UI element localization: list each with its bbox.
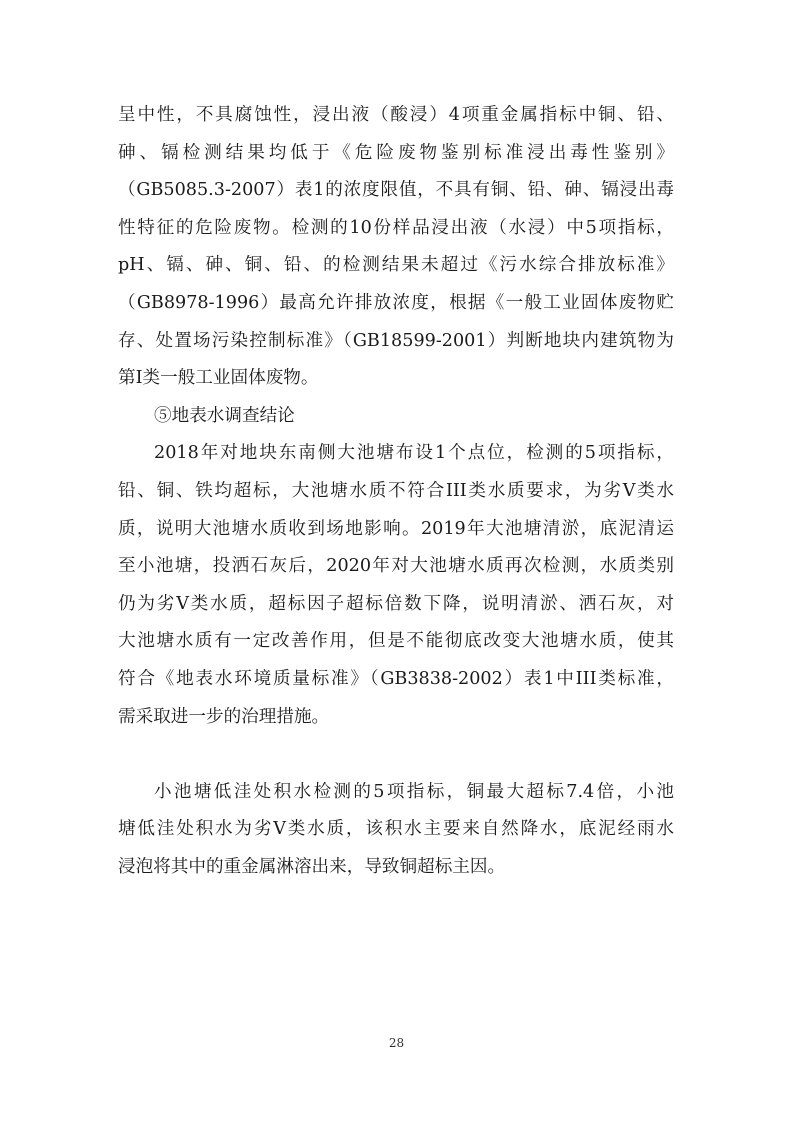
text-line-17: 需采取进一步的治理措施。 [118, 706, 330, 727]
text-line-12: 质，说明大池塘水质收到场地影响。2019年大池塘清淤，底泥清运 [118, 518, 674, 539]
page-number: 28 [388, 1036, 405, 1050]
text-line-13: 至小池塘，投洒石灰后，2020年对大池塘水质再次检测，水质类别 [118, 556, 674, 577]
text-line-15: 大池塘水质有一定改善作用，但是不能彻底改变大池塘水质，使其 [118, 631, 674, 652]
text-line-3: （GB5085.3-2007）表1的浓度限值，不具有铜、铅、砷、镉浸出毒 [118, 180, 674, 201]
section-heading: ⑤地表水调查结论 [154, 405, 295, 426]
text-line-14: 仍为劣V类水质，超标因子超标倍数下降，说明清淤、洒石灰，对 [118, 593, 674, 614]
text-line-2: 砷、镉检测结果均低于《危险废物鉴别标准浸出毒性鉴别》 [118, 142, 674, 163]
text-line-8: 第I类一般工业固体废物。 [118, 368, 319, 389]
body-text [118, 97, 674, 886]
text-line-19: 小池塘低洼处积水检测的5项指标，铜最大超标7.4倍，小池 [154, 781, 674, 802]
text-line-20: 塘低洼处积水为劣V类水质，该积水主要来自然降水，底泥经雨水 [118, 819, 674, 840]
text-line-5: pH、镉、砷、铜、铅、的检测结果未超过《污水综合排放标准》 [118, 255, 674, 276]
text-line-16: 符合《地表水环境质量标准》（GB3838-2002）表1中III类标准， [118, 668, 674, 689]
text-line-10: 2018年对地块东南侧大池塘布设1个点位，检测的5项指标， [154, 443, 674, 464]
paragraph-gap [118, 736, 674, 774]
text-line-6: （GB8978-1996）最高允许排放浓度，根据《一般工业固体废物贮 [118, 292, 674, 313]
text-line-7: 存、处置场污染控制标准》（GB18599-2001）判断地块内建筑物为 [118, 330, 674, 351]
text-line-21: 浸泡将其中的重金属淋溶出来，导致铜超标主因。 [118, 856, 506, 877]
text-line-11: 铅、铜、铁均超标，大池塘水质不符合III类水质要求，为劣V类水 [118, 480, 674, 501]
text-line-4: 性特征的危险废物。检测的10份样品浸出液（水浸）中5项指标， [118, 217, 674, 238]
text-line-1: 呈中性，不具腐蚀性，浸出液（酸浸）4项重金属指标中铜、铅、 [118, 105, 674, 125]
